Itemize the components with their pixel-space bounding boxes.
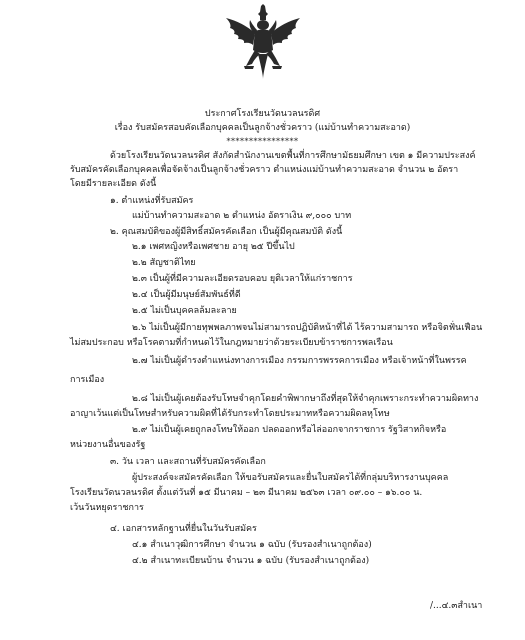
qualification-item: ๒.๑ เพศหญิงหรือเพศชาย อายุ ๒๕ ปีขึ้นไป xyxy=(132,242,295,252)
section3-line-2: โรงเรียนวัดนวลนรดิศ ตั้งแต่วันที่ ๑๕ มีนาคม – ๒๓ มีนาคม ๒๕๖๓ เวลา ๐๙.๐๐ – ๑๖.๐๐ น. xyxy=(70,488,423,498)
document-item: ๔.๑ สำเนาวุฒิการศึกษา จำนวน ๑ ฉบับ (รับรองสำเนาถูกต้อง) xyxy=(132,540,372,550)
section2-heading: ๒. คุณสมบัติของผู้มีสิทธิ์สมัครคัดเลือก เป็นผู้มีคุณสมบัติ ดังนี้ xyxy=(110,227,343,237)
qualification-item-2-6-line-1: ๒.๖ ไม่เป็นผู้มีกายทุพพลภาพจนไม่สามารถปฏิบัติหน้าที่ได้ ไร้ความสามารถ หรือจิตฟั่นเฟือน xyxy=(132,323,483,333)
section1-detail: แม่บ้านทำความสะอาด ๒ ตำแหน่ง อัตราเงิน ๙,๐๐๐ บาท xyxy=(132,211,352,221)
qualification-item-2-9-line-1: ๒.๙ ไม่เป็นผู้เคยถูกลงโทษให้ออก ปลดออกหรือไล่ออกจากราชการ รัฐวิสาหกิจหรือ xyxy=(132,425,447,435)
announcement-subject: เรื่อง รับสมัครสอบคัดเลือกบุคคลเป็นลูกจ้างชั่วคราว (แม่บ้านทำความสะอาด) xyxy=(114,123,411,133)
qualification-item-2-7-line-1: ๒.๗ ไม่เป็นผู้ดำรงตำแหน่งทางการเมือง กรรมการพรรคการเมือง หรือเจ้าหน้าที่ในพรรค xyxy=(132,356,467,366)
document-item: ๔.๒ สำเนาทะเบียนบ้าน จำนวน ๑ ฉบับ (รับรองสำเนาถูกต้อง) xyxy=(132,556,370,566)
qualification-item: ๒.๓ เป็นผู้ที่มีความละเอียดรอบคอบ ยุติเวลาให้แก่ราชการ xyxy=(132,274,353,284)
section4-heading: ๔. เอกสารหลักฐานที่ยื่นในวันรับสมัคร xyxy=(110,524,257,534)
intro-line-3: โดยมีรายละเอียด ดังนี้ xyxy=(70,179,157,189)
qualification-item-2-8-line-2: อาญาเว้นแต่เป็นโทษสำหรับความผิดที่ได้รับกระทำโดยประมาทหรือความผิดลหุโทษ xyxy=(70,409,390,419)
section3-line-1: ผู้ประสงค์จะสมัครคัดเลือก ให้ขอรับสมัครและยื่นใบสมัครได้ที่กลุ่มบริหารงานบุคคล xyxy=(132,473,449,483)
title-divider: **************** xyxy=(226,137,299,146)
qualification-item-2-7-line-2: การเมือง xyxy=(70,375,105,385)
continuation-marker: /...๔.๓สำเนา xyxy=(430,601,483,611)
section3-heading: ๓. วัน เวลา และสถานที่รับสมัครคัดเลือก xyxy=(110,457,266,467)
qualification-item: ๒.๔ เป็นผู้มีมนุษย์สัมพันธ์ที่ดี xyxy=(132,290,241,300)
qualification-item-2-6-line-2: ไม่สมประกอบ หรือโรคตามที่กำหนดไว้ในกฎหมายว่าด้วยระเบียบข้าราชการพลเรือน xyxy=(70,338,393,348)
qualification-item-2-8-line-1: ๒.๘ ไม่เป็นผู้เคยต้องรับโทษจำคุกโดยคำพิพากษาถึงที่สุดให้จำคุกเพราะกระทำความผิดทาง xyxy=(132,394,479,404)
intro-line-2: รับสมัครคัดเลือกบุคคลเพื่อจัดจ้างเป็นลูกจ้างชั่วคราว ตำแหน่งแม่บ้านทำความสะอาด จำนวน ๒ อัตรา xyxy=(70,165,459,175)
qualification-item: ๒.๒ สัญชาติไทย xyxy=(132,258,196,268)
section1-heading: ๑. ตำแหน่งที่รับสมัคร xyxy=(110,196,194,206)
section3-line-3: เว้นวันหยุดราชการ xyxy=(70,503,144,513)
intro-line-1: ด้วยโรงเรียนวัดนวลนรดิศ สังกัดสำนักงานเขตพื้นที่การศึกษามัธยมศึกษา เขต ๑ มีความประสงค์ xyxy=(110,151,476,161)
announcement-title: ประกาศโรงเรียนวัดนวลนรดิศ xyxy=(204,109,321,119)
qualification-item-2-9-line-2: หน่วยงานอื่นของรัฐ xyxy=(70,440,146,450)
garuda-emblem xyxy=(222,4,304,80)
qualification-item: ๒.๕ ไม่เป็นบุคคลล้มละลาย xyxy=(132,306,237,316)
